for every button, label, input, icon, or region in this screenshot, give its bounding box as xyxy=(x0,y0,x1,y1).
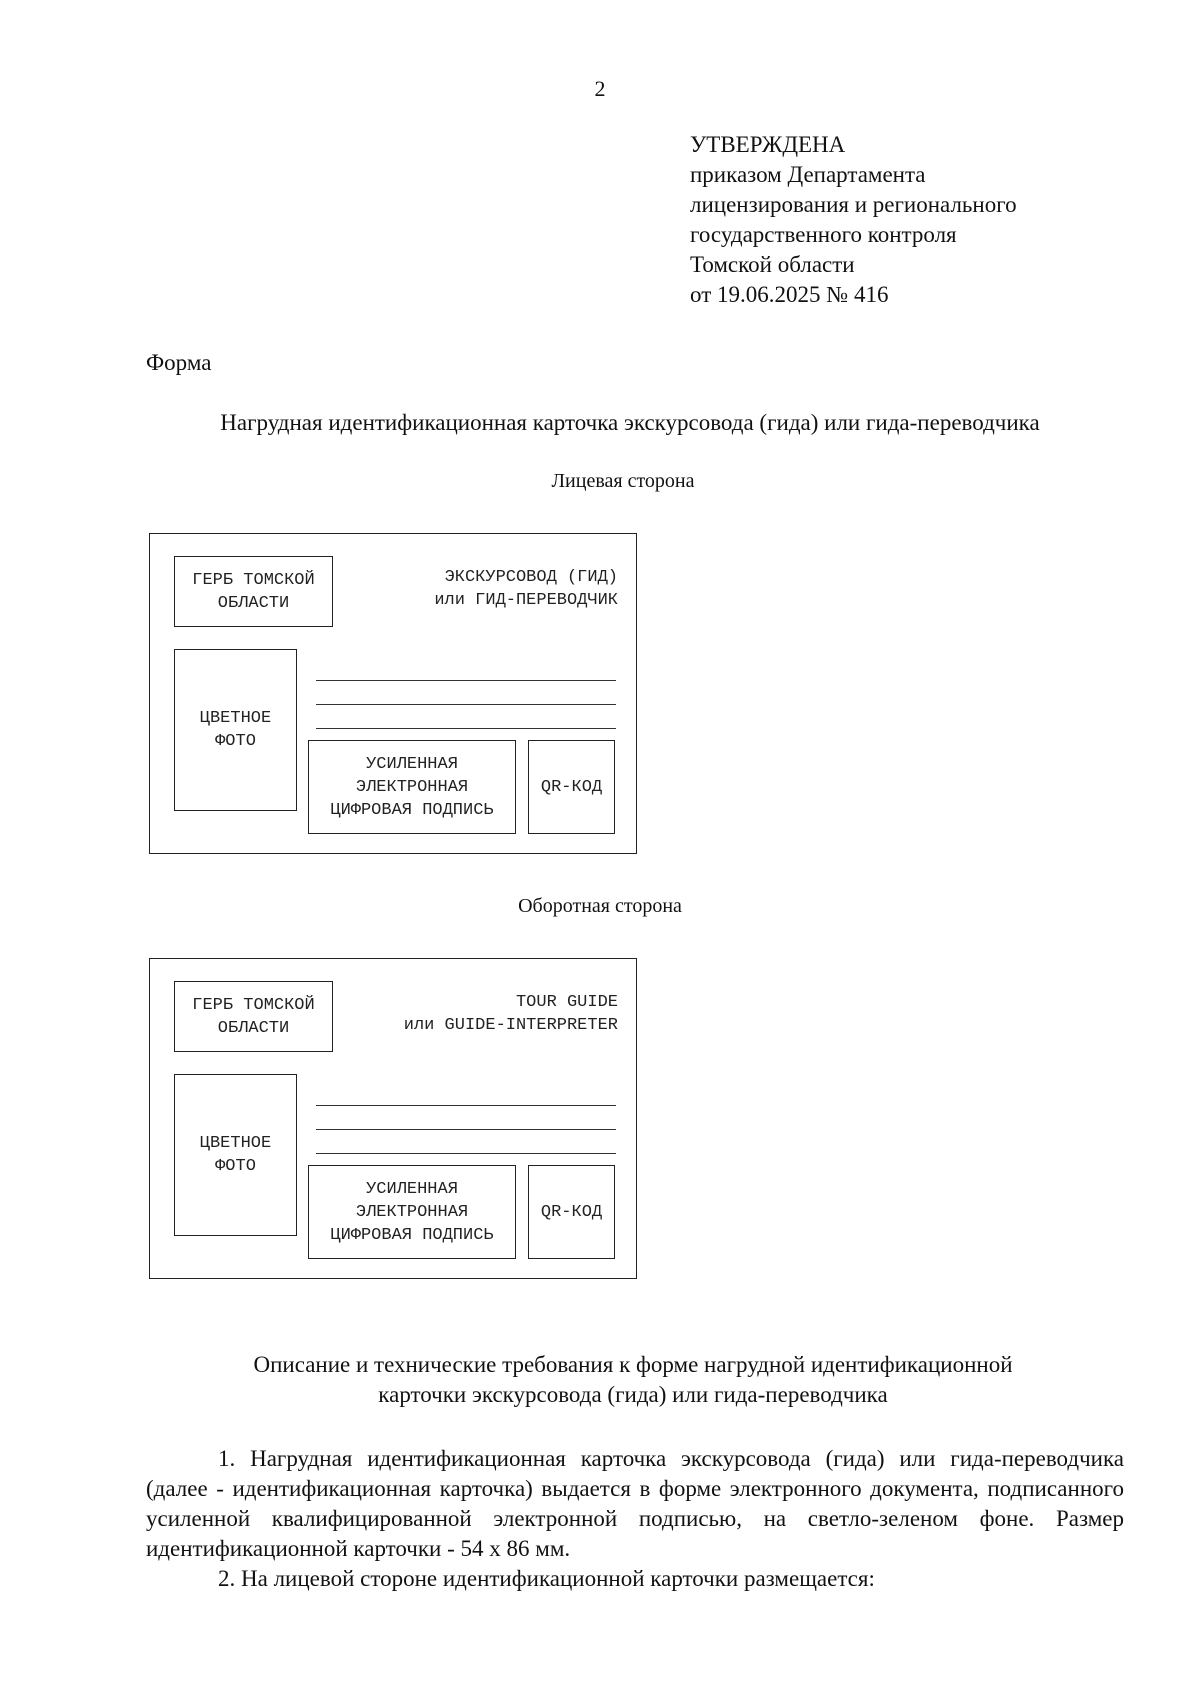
signature-text: УСИЛЕННАЯ xyxy=(366,754,458,774)
emblem-placeholder xyxy=(174,981,333,1052)
photo-text: ФОТО xyxy=(215,732,256,751)
emblem-text: ГЕРБ ТОМСКОЙ xyxy=(192,995,315,1015)
form-label: Форма xyxy=(146,350,212,375)
emblem-text: ОБЛАСТИ xyxy=(217,593,290,613)
data-field-line xyxy=(316,1153,616,1154)
approval-line: лицензирования и регионального xyxy=(690,192,1017,217)
approval-line: государственного контроля xyxy=(690,222,957,247)
paragraph: 2. На лицевой стороне идентификационной карточки размещается: xyxy=(218,1566,875,1591)
signature-text: ЦИФРОВАЯ ПОДПИСЬ xyxy=(330,1225,494,1245)
page-number: 2 xyxy=(594,76,606,101)
document-title: Нагрудная идентификационная карточка экскурсовода (гида) или гида-переводчика xyxy=(220,410,1040,435)
card-back-mockup xyxy=(149,958,637,1279)
approval-stamp xyxy=(690,130,1160,310)
emblem-text: ОБЛАСТИ xyxy=(217,1018,290,1038)
signature-text: ЭЛЕКТРОННАЯ xyxy=(355,1202,469,1222)
approval-line: от 19.06.2025 № 416 xyxy=(690,282,889,307)
paragraph: 1. Нагрудная идентификационная карточка экскурсовода (гида) или гида-переводчика (далее - идентификационная карточка) выдается в форме электронного документа, подписанного усиленной квалифицированной электронной подписью, на светло-зеленом фоне. Размер идентификационной карточки - 54 х 86 мм. xyxy=(146,1446,1124,1561)
card-front-mockup xyxy=(149,533,637,854)
emblem-text: ГЕРБ ТОМСКОЙ xyxy=(192,570,315,590)
role-line: ЭКСКУРСОВОД (ГИД) xyxy=(444,568,618,587)
approval-line: Томской области xyxy=(690,252,855,277)
signature-placeholder xyxy=(308,740,516,834)
signature-text: ЭЛЕКТРОННАЯ xyxy=(355,777,469,797)
emblem-placeholder xyxy=(174,556,333,627)
qr-text: QR-КОД xyxy=(540,777,603,797)
photo-placeholder xyxy=(174,649,297,811)
back-side-label: Оборотная сторона xyxy=(518,895,682,917)
front-side-label: Лицевая сторона xyxy=(551,470,695,492)
section-title xyxy=(0,1350,1200,1410)
data-field-line xyxy=(316,704,616,705)
data-field-line xyxy=(316,728,616,729)
signature-placeholder xyxy=(308,1165,516,1259)
section-title-line: карточки экскурсовода (гида) или гида-переводчика xyxy=(378,1382,888,1407)
role-line: или ГИД-ПЕРЕВОДЧИК xyxy=(434,591,618,610)
approval-line: приказом Департамента xyxy=(690,162,926,187)
qr-code-placeholder xyxy=(528,1165,615,1259)
qr-code-placeholder xyxy=(528,740,615,834)
data-field-line xyxy=(316,680,616,681)
role-caption xyxy=(434,566,618,612)
photo-text: ЦВЕТНОЕ xyxy=(199,709,272,728)
signature-text: ЦИФРОВАЯ ПОДПИСЬ xyxy=(330,800,494,820)
role-caption xyxy=(404,991,618,1037)
data-field-line xyxy=(316,1105,616,1106)
photo-text: ФОТО xyxy=(215,1157,256,1176)
data-field-line xyxy=(316,1129,616,1130)
section-body xyxy=(146,1444,1124,1594)
section-title-line: Описание и технические требования к форме нагрудной идентификационной xyxy=(253,1352,1013,1377)
approval-line: УТВЕРЖДЕНА xyxy=(690,132,846,157)
role-line: TOUR GUIDE xyxy=(515,993,618,1012)
photo-text: ЦВЕТНОЕ xyxy=(199,1134,272,1153)
signature-text: УСИЛЕННАЯ xyxy=(366,1179,458,1199)
photo-placeholder xyxy=(174,1074,297,1236)
qr-text: QR-КОД xyxy=(540,1202,603,1222)
role-line: или GUIDE-INTERPRETER xyxy=(403,1016,618,1035)
